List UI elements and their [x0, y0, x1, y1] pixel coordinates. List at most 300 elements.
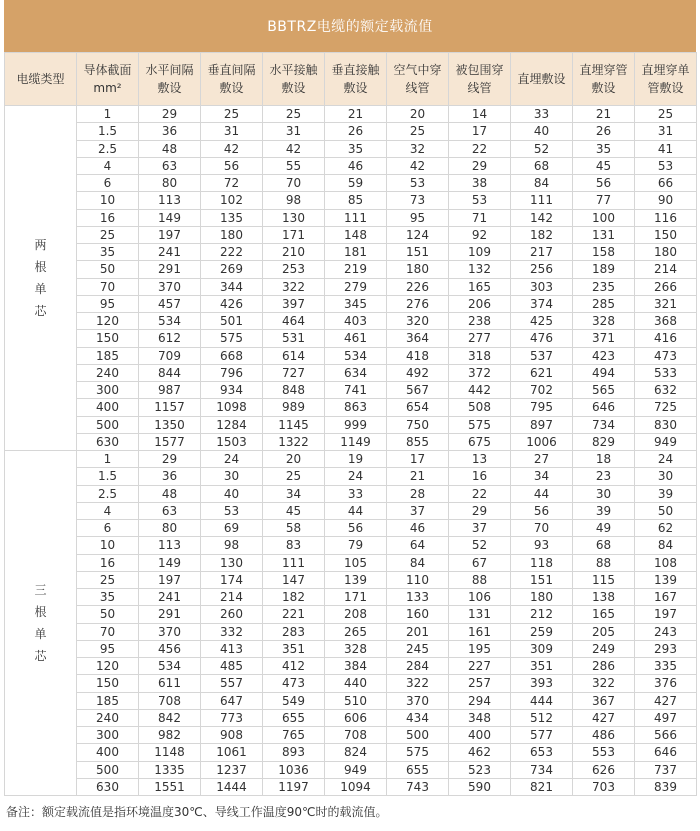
current-value-cell: 567 [387, 382, 449, 399]
current-value-cell: 174 [201, 571, 263, 588]
current-value-cell: 45 [263, 502, 325, 519]
current-value-cell: 332 [201, 623, 263, 640]
table-row [5, 640, 697, 657]
current-value-cell: 269 [201, 261, 263, 278]
column-header-line: 空气中穿 [393, 63, 442, 77]
current-value-cell: 53 [635, 157, 697, 174]
current-value-cell: 1444 [201, 778, 263, 795]
current-value-cell: 31 [263, 123, 325, 140]
current-value-cell: 241 [139, 589, 201, 606]
table-row [5, 364, 697, 381]
current-value-cell: 19 [325, 451, 387, 468]
cross-section-cell: 120 [77, 313, 139, 330]
current-value-cell: 180 [511, 589, 573, 606]
current-value-cell: 105 [325, 554, 387, 571]
current-value-cell: 345 [325, 295, 387, 312]
current-value-cell: 370 [139, 278, 201, 295]
current-value-cell: 44 [325, 502, 387, 519]
current-value-cell: 208 [325, 606, 387, 623]
cross-section-cell: 95 [77, 640, 139, 657]
table-row [5, 692, 697, 709]
current-value-cell: 25 [263, 468, 325, 485]
current-value-cell: 17 [387, 451, 449, 468]
current-value-cell: 249 [573, 640, 635, 657]
current-value-cell: 22 [449, 140, 511, 157]
table-body [5, 106, 697, 796]
current-value-cell: 93 [511, 537, 573, 554]
current-value-cell: 653 [511, 744, 573, 761]
table-title: BBTRZ电缆的额定载流值 [4, 0, 696, 52]
column-header [263, 53, 325, 106]
current-value-cell: 20 [387, 106, 449, 123]
current-value-cell: 40 [511, 123, 573, 140]
cross-section-cell: 4 [77, 502, 139, 519]
current-value-cell: 130 [263, 209, 325, 226]
current-value-cell: 1094 [325, 778, 387, 795]
current-value-cell: 796 [201, 364, 263, 381]
column-header-line: 水平接触 [269, 63, 318, 77]
table-row [5, 709, 697, 726]
current-value-cell: 50 [635, 502, 697, 519]
cable-type-label: 三根单芯 [34, 583, 47, 663]
current-value-cell: 897 [511, 416, 573, 433]
current-value-cell: 189 [573, 261, 635, 278]
cross-section-cell: 400 [77, 399, 139, 416]
current-value-cell: 63 [139, 502, 201, 519]
current-value-cell: 294 [449, 692, 511, 709]
table-row [5, 744, 697, 761]
current-value-cell: 741 [325, 382, 387, 399]
current-value-cell: 38 [449, 175, 511, 192]
current-value-cell: 464 [263, 313, 325, 330]
table-row [5, 520, 697, 537]
current-value-cell: 62 [635, 520, 697, 537]
current-value-cell: 285 [573, 295, 635, 312]
current-value-cell: 575 [449, 416, 511, 433]
current-value-cell: 708 [139, 692, 201, 709]
current-value-cell: 533 [635, 364, 697, 381]
current-value-cell: 33 [325, 485, 387, 502]
current-value-cell: 160 [387, 606, 449, 623]
current-value-cell: 106 [449, 589, 511, 606]
current-value-cell: 848 [263, 382, 325, 399]
current-value-cell: 29 [139, 451, 201, 468]
current-value-cell: 485 [201, 658, 263, 675]
table-row [5, 675, 697, 692]
current-value-cell: 486 [573, 727, 635, 744]
current-value-cell: 73 [387, 192, 449, 209]
cross-section-cell: 120 [77, 658, 139, 675]
table-row [5, 761, 697, 778]
current-value-cell: 98 [201, 537, 263, 554]
current-value-cell: 855 [387, 433, 449, 450]
table-row [5, 175, 697, 192]
current-value-cell: 219 [325, 261, 387, 278]
table-row [5, 433, 697, 450]
cross-section-cell: 1 [77, 451, 139, 468]
current-value-cell: 27 [511, 451, 573, 468]
current-value-cell: 31 [635, 123, 697, 140]
cross-section-cell: 16 [77, 209, 139, 226]
footnote: 备注：额定载流值是指环境温度30℃、导线工作温度90℃时的载流值。 [6, 805, 388, 819]
current-value-cell: 1503 [201, 433, 263, 450]
current-value-cell: 30 [635, 468, 697, 485]
current-value-cell: 109 [449, 244, 511, 261]
cross-section-cell: 1 [77, 106, 139, 123]
header-row [5, 53, 697, 106]
current-value-cell: 351 [511, 658, 573, 675]
current-value-cell: 908 [201, 727, 263, 744]
current-value-cell: 46 [325, 157, 387, 174]
current-value-cell: 88 [573, 554, 635, 571]
current-value-cell: 111 [263, 554, 325, 571]
table-row [5, 330, 697, 347]
column-header-line: 导体截面 [83, 63, 132, 77]
current-value-cell: 182 [511, 226, 573, 243]
current-value-cell: 59 [325, 175, 387, 192]
table-row [5, 261, 697, 278]
table-row [5, 537, 697, 554]
cross-section-cell: 4 [77, 157, 139, 174]
current-value-cell: 1036 [263, 761, 325, 778]
current-value-cell: 165 [449, 278, 511, 295]
current-value-cell: 703 [573, 778, 635, 795]
current-value-cell: 139 [635, 571, 697, 588]
table-row [5, 589, 697, 606]
current-value-cell: 328 [325, 640, 387, 657]
table-row [5, 606, 697, 623]
current-value-cell: 839 [635, 778, 697, 795]
current-value-cell: 70 [263, 175, 325, 192]
column-header [635, 53, 697, 106]
current-value-cell: 20 [263, 451, 325, 468]
current-value-cell: 64 [387, 537, 449, 554]
current-value-cell: 531 [263, 330, 325, 347]
current-value-cell: 427 [635, 692, 697, 709]
current-value-cell: 795 [511, 399, 573, 416]
table-row [5, 451, 697, 468]
cable-type-cell [5, 451, 77, 796]
current-value-cell: 646 [635, 744, 697, 761]
current-value-cell: 999 [325, 416, 387, 433]
current-value-cell: 132 [449, 261, 511, 278]
current-value-cell: 149 [139, 554, 201, 571]
current-value-cell: 497 [635, 709, 697, 726]
current-value-cell: 413 [201, 640, 263, 657]
current-value-cell: 31 [201, 123, 263, 140]
current-value-cell: 494 [573, 364, 635, 381]
current-value-cell: 934 [201, 382, 263, 399]
current-value-cell: 131 [573, 226, 635, 243]
current-value-cell: 69 [201, 520, 263, 537]
current-value-cell: 416 [635, 330, 697, 347]
current-value-cell: 444 [511, 692, 573, 709]
current-value-cell: 108 [635, 554, 697, 571]
current-value-cell: 206 [449, 295, 511, 312]
current-value-cell: 646 [573, 399, 635, 416]
current-value-cell: 371 [573, 330, 635, 347]
current-value-cell: 124 [387, 226, 449, 243]
table-row [5, 778, 697, 795]
current-value-cell: 510 [325, 692, 387, 709]
current-value-cell: 1148 [139, 744, 201, 761]
current-value-cell: 48 [139, 485, 201, 502]
table-row [5, 623, 697, 640]
current-value-cell: 675 [449, 433, 511, 450]
current-value-cell: 148 [325, 226, 387, 243]
current-value-cell: 227 [449, 658, 511, 675]
current-value-cell: 70 [511, 520, 573, 537]
cross-section-cell: 35 [77, 244, 139, 261]
current-value-cell: 734 [511, 761, 573, 778]
table-row [5, 382, 697, 399]
current-value-cell: 575 [387, 744, 449, 761]
current-value-cell: 370 [139, 623, 201, 640]
current-value-cell: 68 [573, 537, 635, 554]
current-value-cell: 773 [201, 709, 263, 726]
current-value-cell: 1006 [511, 433, 573, 450]
current-value-cell: 42 [387, 157, 449, 174]
current-value-cell: 42 [263, 140, 325, 157]
current-value-cell: 24 [325, 468, 387, 485]
current-value-cell: 590 [449, 778, 511, 795]
current-value-cell: 34 [511, 468, 573, 485]
cross-section-cell: 16 [77, 554, 139, 571]
cross-section-cell: 1.5 [77, 123, 139, 140]
current-value-cell: 243 [635, 623, 697, 640]
cross-section-cell: 400 [77, 744, 139, 761]
current-value-cell: 668 [201, 347, 263, 364]
current-value-cell: 25 [387, 123, 449, 140]
cross-section-cell: 150 [77, 675, 139, 692]
current-value-cell: 17 [449, 123, 511, 140]
current-value-cell: 348 [449, 709, 511, 726]
current-value-cell: 283 [263, 623, 325, 640]
current-value-cell: 116 [635, 209, 697, 226]
current-value-cell: 634 [325, 364, 387, 381]
column-header [77, 53, 139, 106]
current-value-cell: 171 [325, 589, 387, 606]
current-value-cell: 180 [201, 226, 263, 243]
current-value-cell: 28 [387, 485, 449, 502]
current-value-cell: 34 [263, 485, 325, 502]
table-row [5, 658, 697, 675]
cross-section-cell: 300 [77, 727, 139, 744]
table-row [5, 468, 697, 485]
current-value-cell: 322 [387, 675, 449, 692]
current-value-cell: 149 [139, 209, 201, 226]
current-value-cell: 66 [635, 175, 697, 192]
current-value-cell: 565 [573, 382, 635, 399]
current-value-cell: 1551 [139, 778, 201, 795]
current-value-cell: 303 [511, 278, 573, 295]
current-value-cell: 56 [511, 502, 573, 519]
current-value-cell: 893 [263, 744, 325, 761]
current-value-cell: 37 [449, 520, 511, 537]
current-value-cell: 266 [635, 278, 697, 295]
current-value-cell: 442 [449, 382, 511, 399]
current-value-cell: 397 [263, 295, 325, 312]
current-value-cell: 501 [201, 313, 263, 330]
current-value-cell: 21 [387, 468, 449, 485]
current-value-cell: 1061 [201, 744, 263, 761]
current-value-cell: 566 [635, 727, 697, 744]
current-value-cell: 118 [511, 554, 573, 571]
current-value-cell: 95 [387, 209, 449, 226]
current-value-cell: 277 [449, 330, 511, 347]
column-header [5, 53, 77, 106]
current-value-cell: 765 [263, 727, 325, 744]
cable-type-cell [5, 106, 77, 451]
current-value-cell: 98 [263, 192, 325, 209]
cross-section-cell: 630 [77, 778, 139, 795]
current-value-cell: 142 [511, 209, 573, 226]
current-value-cell: 534 [139, 313, 201, 330]
current-value-cell: 708 [325, 727, 387, 744]
table-row [5, 140, 697, 157]
current-value-cell: 614 [263, 347, 325, 364]
current-value-cell: 21 [325, 106, 387, 123]
column-header [511, 53, 573, 106]
current-value-cell: 23 [573, 468, 635, 485]
current-value-cell: 276 [387, 295, 449, 312]
column-header-line: 敷设 [219, 81, 244, 95]
column-header-line: 敷设 [157, 81, 182, 95]
current-value-cell: 291 [139, 606, 201, 623]
current-value-cell: 197 [139, 226, 201, 243]
current-value-cell: 53 [201, 502, 263, 519]
current-value-cell: 725 [635, 399, 697, 416]
current-value-cell: 167 [635, 589, 697, 606]
current-value-cell: 425 [511, 313, 573, 330]
current-value-cell: 37 [387, 502, 449, 519]
current-value-cell: 606 [325, 709, 387, 726]
current-value-cell: 29 [139, 106, 201, 123]
current-value-cell: 322 [263, 278, 325, 295]
column-header-line: 水平间隔 [145, 63, 194, 77]
column-header-line: 直埋穿单 [641, 63, 690, 77]
current-value-cell: 111 [511, 192, 573, 209]
current-value-cell: 293 [635, 640, 697, 657]
current-value-cell: 291 [139, 261, 201, 278]
column-header [201, 53, 263, 106]
current-value-cell: 14 [449, 106, 511, 123]
cross-section-cell: 50 [77, 261, 139, 278]
current-value-cell: 368 [635, 313, 697, 330]
cross-section-cell: 300 [77, 382, 139, 399]
current-value-cell: 41 [635, 140, 697, 157]
current-value-cell: 21 [573, 106, 635, 123]
current-value-cell: 212 [511, 606, 573, 623]
current-value-cell: 138 [573, 589, 635, 606]
current-value-cell: 195 [449, 640, 511, 657]
cross-section-cell: 6 [77, 175, 139, 192]
current-value-cell: 655 [263, 709, 325, 726]
current-value-cell: 702 [511, 382, 573, 399]
current-value-cell: 462 [449, 744, 511, 761]
current-value-cell: 26 [573, 123, 635, 140]
current-value-cell: 83 [263, 537, 325, 554]
current-value-cell: 557 [201, 675, 263, 692]
current-value-cell: 426 [201, 295, 263, 312]
current-value-cell: 102 [201, 192, 263, 209]
current-value-cell: 1237 [201, 761, 263, 778]
current-value-cell: 727 [263, 364, 325, 381]
current-value-cell: 25 [263, 106, 325, 123]
cross-section-cell: 10 [77, 192, 139, 209]
current-value-cell: 26 [325, 123, 387, 140]
current-value-cell: 30 [201, 468, 263, 485]
cross-section-cell: 25 [77, 226, 139, 243]
column-header-line: 线管 [405, 81, 430, 95]
current-value-cell: 286 [573, 658, 635, 675]
current-value-cell: 53 [449, 192, 511, 209]
cross-section-cell: 70 [77, 623, 139, 640]
current-value-cell: 135 [201, 209, 263, 226]
current-value-cell: 214 [635, 261, 697, 278]
current-value-cell: 461 [325, 330, 387, 347]
current-value-cell: 318 [449, 347, 511, 364]
current-value-cell: 46 [387, 520, 449, 537]
current-value-cell: 989 [263, 399, 325, 416]
current-value-cell: 80 [139, 175, 201, 192]
current-value-cell: 982 [139, 727, 201, 744]
current-value-cell: 72 [201, 175, 263, 192]
current-value-cell: 13 [449, 451, 511, 468]
current-value-cell: 222 [201, 244, 263, 261]
cross-section-cell: 185 [77, 692, 139, 709]
current-value-cell: 84 [635, 537, 697, 554]
current-value-cell: 473 [635, 347, 697, 364]
current-value-cell: 279 [325, 278, 387, 295]
current-value-cell: 829 [573, 433, 635, 450]
cross-section-cell: 6 [77, 520, 139, 537]
current-value-cell: 457 [139, 295, 201, 312]
current-value-cell: 737 [635, 761, 697, 778]
current-value-cell: 139 [325, 571, 387, 588]
current-value-cell: 100 [573, 209, 635, 226]
current-value-cell: 42 [201, 140, 263, 157]
column-header [449, 53, 511, 106]
current-value-cell: 473 [263, 675, 325, 692]
current-value-cell: 245 [387, 640, 449, 657]
current-value-cell: 987 [139, 382, 201, 399]
current-value-cell: 32 [387, 140, 449, 157]
current-value-cell: 500 [387, 727, 449, 744]
current-value-cell: 734 [573, 416, 635, 433]
current-value-cell: 110 [387, 571, 449, 588]
current-value-cell: 364 [387, 330, 449, 347]
current-value-cell: 1284 [201, 416, 263, 433]
current-value-cell: 750 [387, 416, 449, 433]
table-row [5, 571, 697, 588]
current-value-cell: 80 [139, 520, 201, 537]
current-value-cell: 182 [263, 589, 325, 606]
current-value-cell: 1197 [263, 778, 325, 795]
current-value-cell: 654 [387, 399, 449, 416]
current-value-cell: 171 [263, 226, 325, 243]
current-value-cell: 67 [449, 554, 511, 571]
current-value-cell: 92 [449, 226, 511, 243]
current-value-cell: 949 [325, 761, 387, 778]
table-row [5, 278, 697, 295]
current-value-cell: 113 [139, 192, 201, 209]
current-value-cell: 45 [573, 157, 635, 174]
current-value-cell: 85 [325, 192, 387, 209]
current-value-cell: 217 [511, 244, 573, 261]
table-row [5, 502, 697, 519]
cross-section-cell: 240 [77, 709, 139, 726]
